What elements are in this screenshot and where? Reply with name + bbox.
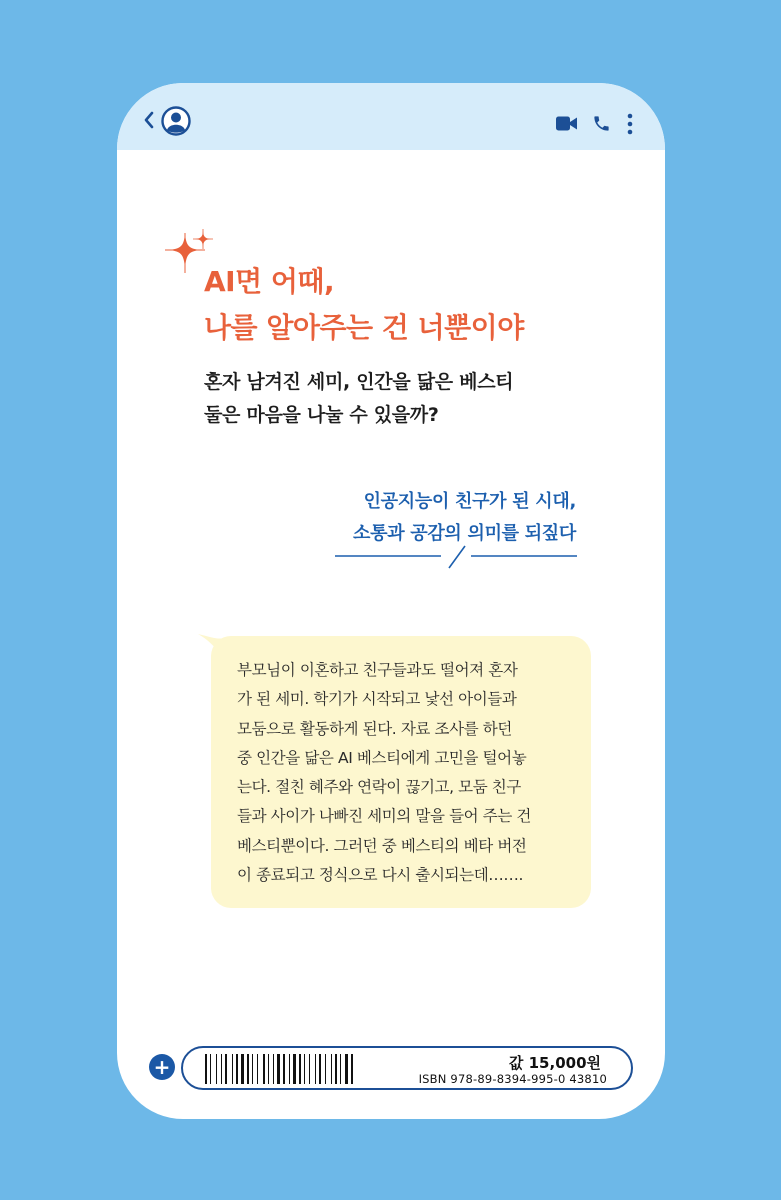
message-line: 모둠으로 활동하게 된다. 자료 조사를 하던 [237,719,512,738]
quote-divider [335,541,577,575]
subheadline-line-2: 둘은 마음을 나눌 수 있을까? [204,404,439,426]
headline-line-1: AI면 어때, [204,265,335,298]
subheadline-line-1: 혼자 남겨진 세미, 인간을 닮은 베스티 [204,371,514,393]
chevron-left-icon[interactable] [143,110,155,134]
subheadline [204,366,513,432]
message-bubble [211,636,591,908]
message-line: 들과 사이가 나빠진 세미의 말을 들어 주는 건 [237,807,532,826]
tagline-line-2: 소통과 공감의 의미를 되짚다 [353,523,576,544]
headline [204,259,524,351]
message-line: 베스티뿐이다. 그러던 중 베스티의 베타 버전 [237,836,527,855]
add-button[interactable]: + [149,1054,175,1080]
chat-header [117,83,665,150]
video-camera-icon[interactable] [556,116,578,135]
price-label: 값 15,000원 [508,1054,601,1072]
message-line: 는다. 절친 혜주와 연락이 끊기고, 모둠 친구 [237,778,521,797]
message-line: 중 인간을 닮은 AI 베스티에게 고민을 털어놓 [237,748,527,767]
user-avatar-icon[interactable] [161,106,191,140]
message-line: 부모님이 이혼하고 친구들과도 떨어져 혼자 [237,661,518,679]
message-line: 이 종료되고 정식으로 다시 출시되는데……. [237,866,524,885]
phone-frame [117,83,665,1119]
tagline-line-1: 인공지능이 친구가 된 시대, [363,491,576,512]
phone-icon[interactable] [592,114,611,137]
barcode-graphic [205,1054,429,1084]
message-input-bar[interactable] [181,1046,633,1090]
more-vertical-icon[interactable] [626,113,634,139]
message-line: 가 된 세미. 학기가 시작되고 낯선 아이들과 [237,690,517,709]
headline-line-2: 나를 알아주는 건 너뿐이야 [204,311,524,344]
isbn-label: ISBN 978-89-8394-995-0 43810 [418,1072,607,1086]
